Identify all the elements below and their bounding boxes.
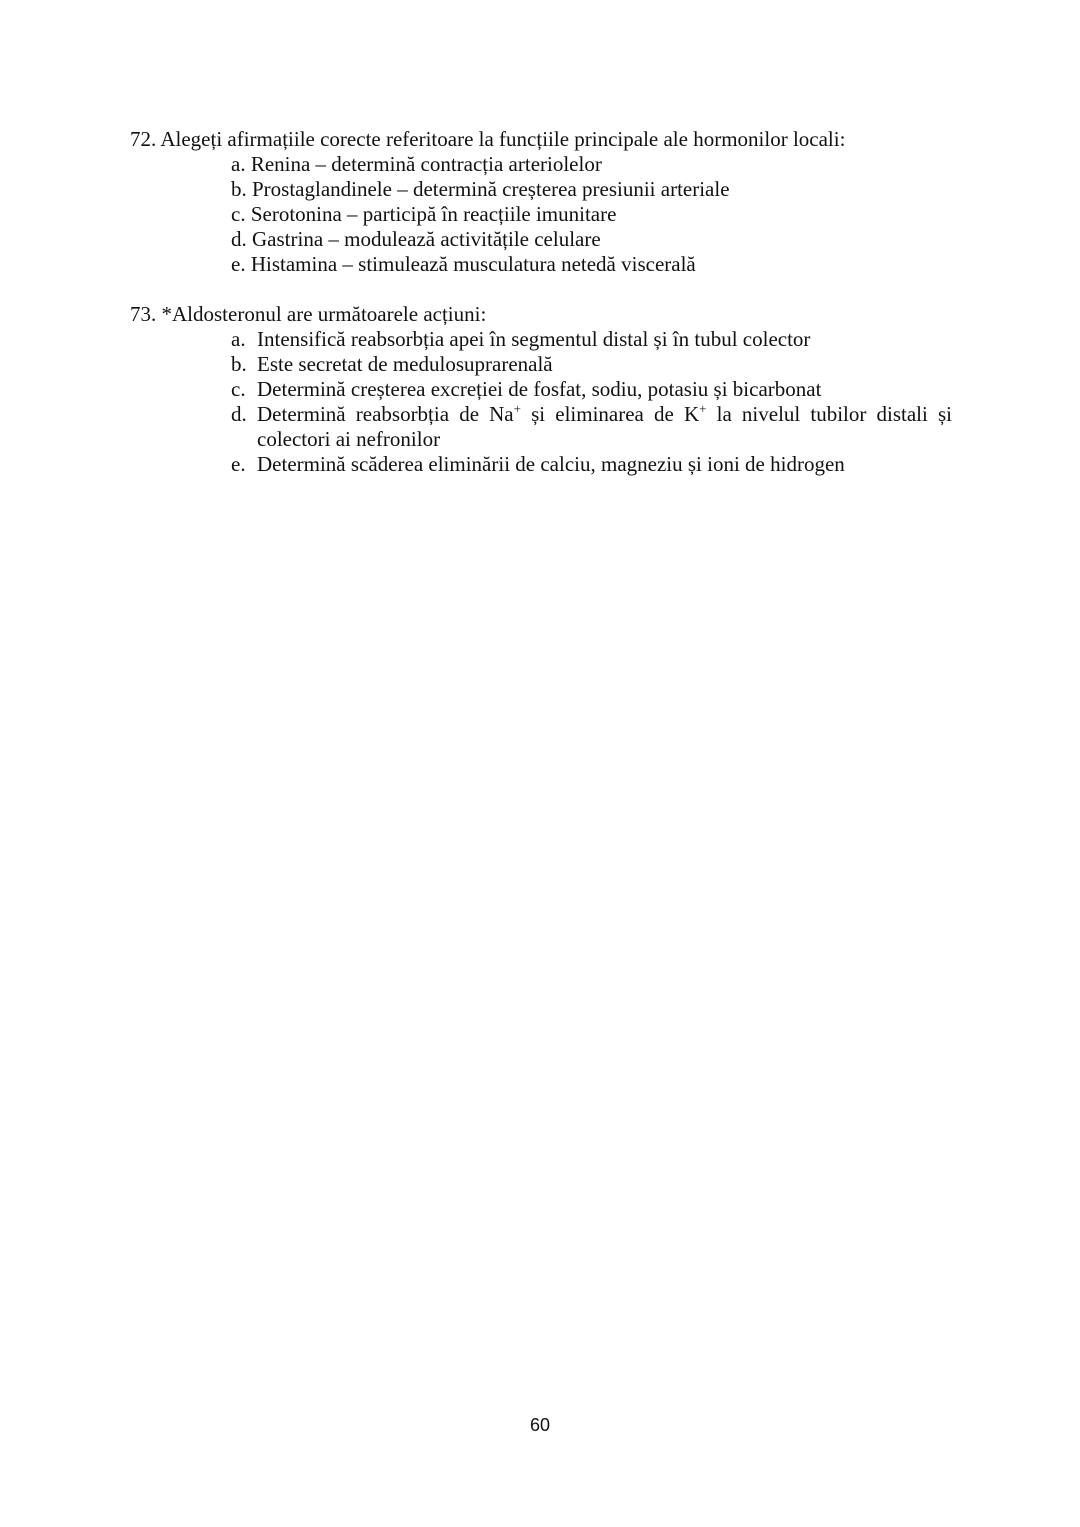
question-stem: 73. *Aldosteronul are următoarele acțiuni: — [130, 302, 487, 326]
answer-option-e — [130, 452, 952, 477]
answer-options — [130, 152, 960, 277]
page-number: 60 — [529, 1415, 551, 1435]
option-letter: c. — [231, 202, 246, 226]
option-text: Gastrina – modulează activitățile celulare — [252, 227, 601, 251]
answer-option-d — [130, 402, 952, 452]
question-73 — [130, 302, 960, 477]
option-text: Determină scăderea eliminării de calciu, magneziu și ioni de hidrogen — [257, 452, 845, 476]
answer-option-b — [130, 177, 960, 202]
answer-option-a — [130, 152, 960, 177]
option-text: Serotonina – participă în reacțiile imunitare — [250, 202, 617, 226]
option-letter: d. — [231, 227, 247, 251]
question-72 — [130, 127, 960, 277]
option-text: Este secretat de medulosuprarenală — [257, 352, 553, 376]
question-stem: 72. Alegeți afirmațiile corecte referitoare la funcțiile principale ale hormonilor locali: — [130, 127, 846, 151]
superscript-charge: + — [699, 401, 707, 416]
option-letter: d. — [231, 402, 247, 426]
answer-option-d — [130, 227, 960, 252]
option-text-part: Determină reabsorbția de Na — [257, 402, 514, 426]
option-text-part: și eliminarea de K — [520, 402, 700, 426]
option-letter: a. — [231, 152, 246, 176]
option-text: Intensifică reabsorbția apei în segmentul distal și în tubul colector — [257, 327, 811, 351]
option-letter: a. — [231, 327, 246, 351]
answer-option-c — [130, 377, 952, 402]
option-letter: c. — [231, 377, 246, 401]
option-text: Renina – determină contracția arteriolelor — [250, 152, 602, 176]
option-letter: b. — [231, 352, 247, 376]
answer-option-e — [130, 252, 960, 277]
option-letter: e. — [231, 452, 246, 476]
option-text: Determină creșterea excreției de fosfat, sodiu, potasiu și bicarbonat — [257, 377, 822, 401]
answer-options — [130, 327, 960, 477]
answer-option-c — [130, 202, 960, 227]
option-text — [257, 402, 952, 451]
answer-option-b — [130, 352, 952, 377]
superscript-charge: + — [513, 401, 521, 416]
option-text: Prostaglandinele – determină creșterea presiunii arteriale — [252, 177, 730, 201]
option-letter: b. — [231, 177, 247, 201]
option-letter: e. — [231, 252, 246, 276]
option-text-part: la nivelul tubilor distali și colectori ai nefronilor — [257, 402, 952, 451]
answer-option-a — [130, 327, 952, 352]
option-text: Histamina – stimulează musculatura netedă viscerală — [250, 252, 696, 276]
